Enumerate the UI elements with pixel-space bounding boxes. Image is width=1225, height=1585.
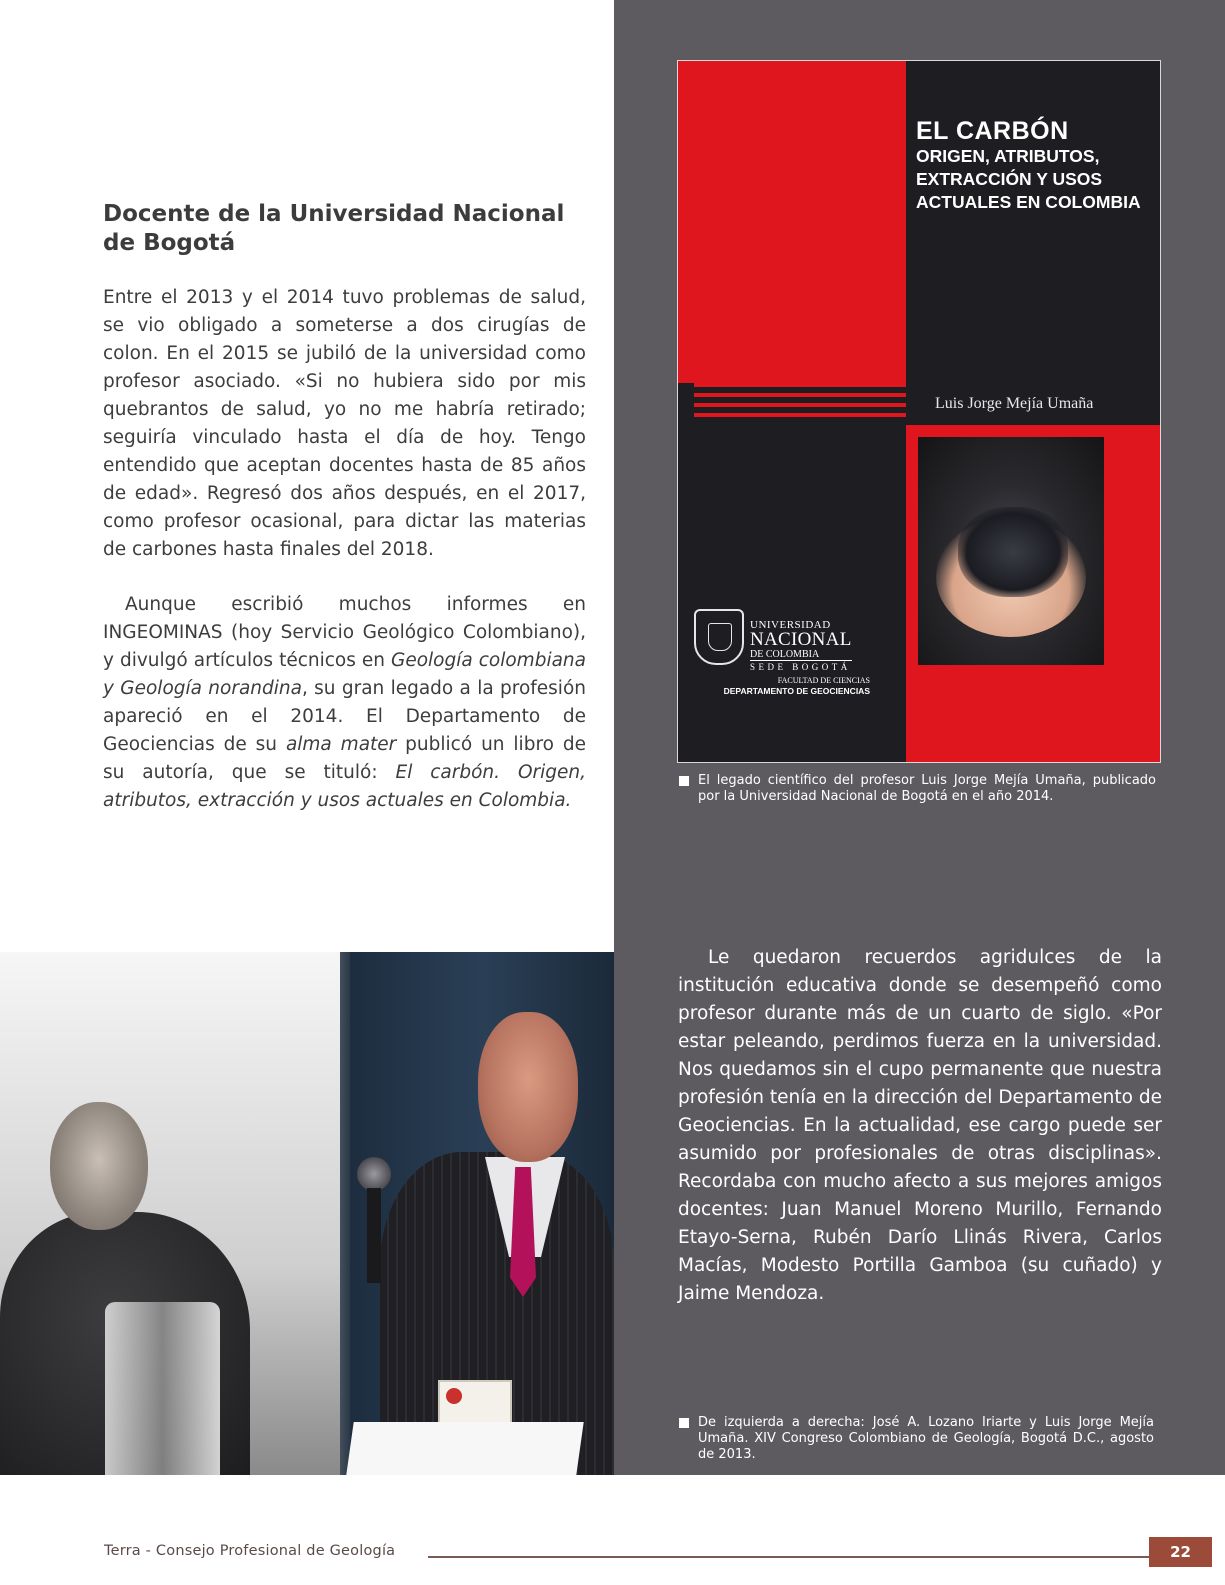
body-paragraph-2 — [103, 591, 586, 815]
paper-sheet — [346, 1422, 583, 1475]
paragraph-2-text-2: , su gran legado a la profesión apareció en el 2014. El Departamento de Geociencias de su — [103, 678, 586, 755]
faculty-name: FACULTAD DE CIENCIAS — [777, 676, 870, 685]
microphone-icon — [357, 1157, 391, 1191]
person-left-head — [50, 1102, 148, 1230]
book-cover-caption — [698, 773, 1156, 805]
caption-bullet-icon — [679, 776, 689, 786]
congress-photo — [0, 952, 614, 1475]
cover-author: Luis Jorge Mejía Umaña — [935, 395, 1094, 412]
cover-stripe — [694, 403, 906, 407]
body-paragraph-1: Entre el 2013 y el 2014 tuvo problemas de salud, se vio obligado a someterse a dos cirugías de colon. En el 2015 se jubiló de la universidad como profesor asociado. «Si no hubiera sido por mis quebrantos de salud, yo no me habría retirado; seguiría vinculado hasta el día de hoy. Tengo entendido que aceptan docentes hasta de 85 años de edad». Regresó dos años después, en el 2017, como profesor ocasional, para dictar las materias de carbones hasta finales del 2018. — [103, 287, 586, 560]
cover-coal-photo — [918, 437, 1104, 665]
footer-publication: Terra - Consejo Profesional de Geología — [104, 1543, 396, 1559]
paragraph-3-text: Le quedaron recuerdos agridulces de la institución educativa donde se desempeñó como profesor durante más de un cuarto de siglo. «Por estar peleando, perdimos fuerza en la universidad. Nos quedamos sin el cupo permanente que nuestra profesión tenía en la dirección del Departamento de Geociencias. En la actualidad, ese cargo puede ser asumido por profesionales de otras disciplinas». Recordaba con mucho afecto a sus mejores amigos docentes: Juan Manuel Moreno Murillo, Fernando Etayo-Serna, Rubén Darío Llinás Rivera, Carlos Macías, Modesto Portilla Gamboa (su cuñado) y Jaime Mendoza. — [678, 947, 1162, 1304]
department-name: DEPARTAMENTO DE GEOCIENCIAS — [723, 686, 870, 696]
paragraph-2-text-3: publicó un libro de su autoría, que se tituló: — [103, 734, 586, 783]
paragraph-2-italic-journals: Geología colombiana y Geología norandina — [103, 650, 586, 699]
cover-stripe — [694, 413, 906, 417]
section-heading: Docente de la Universidad Nacional de Bogotá — [103, 201, 565, 256]
university-line-1: UNIVERSIDAD — [750, 619, 831, 631]
university-line-2: NACIONAL — [750, 629, 852, 650]
body-paragraph-3 — [678, 944, 1162, 1308]
cover-stripe — [694, 393, 906, 397]
paragraph-2-text-1: Aunque escribió muchos informes en INGEOMINAS (hoy Servicio Geológico Colombiano), y divulgó artículos técnicos en — [103, 594, 586, 671]
footer-divider — [428, 1556, 1149, 1558]
microphone-handle — [367, 1188, 381, 1283]
paragraph-2-italic-book-title: El carbón. Origen, atributos, extracción y usos actuales en Colombia. — [103, 762, 586, 811]
book-cover-image — [677, 60, 1161, 763]
cover-subtitle: ORIGEN, ATRIBUTOS, EXTRACCIÓN Y USOS ACTUALES EN COLOMBIA — [916, 146, 1141, 212]
page-number: 22 — [1149, 1537, 1212, 1567]
water-pitcher — [105, 1302, 220, 1475]
caption-2-text: De izquierda a derecha: José A. Lozano Iriarte y Luis Jorge Mejía Umaña. XIV Congreso Colombiano de Geología, Bogotá D.C., agosto de 2013. — [698, 1415, 1154, 1462]
cover-title: EL CARBÓN — [916, 117, 1069, 145]
university-line-4: SEDE BOGOTÁ — [750, 662, 851, 672]
university-logo-text — [750, 619, 852, 674]
university-line-3: DE COLOMBIA — [750, 649, 852, 661]
person-right-head — [478, 1012, 578, 1162]
cover-red-block-top — [678, 61, 906, 383]
caption-bullet-icon — [679, 1418, 689, 1428]
paragraph-2-italic-alma-mater: alma mater — [285, 734, 397, 755]
photo-caption — [698, 1415, 1154, 1463]
coal-pieces — [958, 507, 1068, 597]
university-seal-icon — [694, 609, 744, 665]
cover-stripe — [694, 383, 906, 387]
faculty-text — [700, 676, 870, 696]
caption-1-text: El legado científico del profesor Luis Jorge Mejía Umaña, publicado por la Universidad Nacional de Bogotá en el año 2014. — [698, 773, 1156, 804]
